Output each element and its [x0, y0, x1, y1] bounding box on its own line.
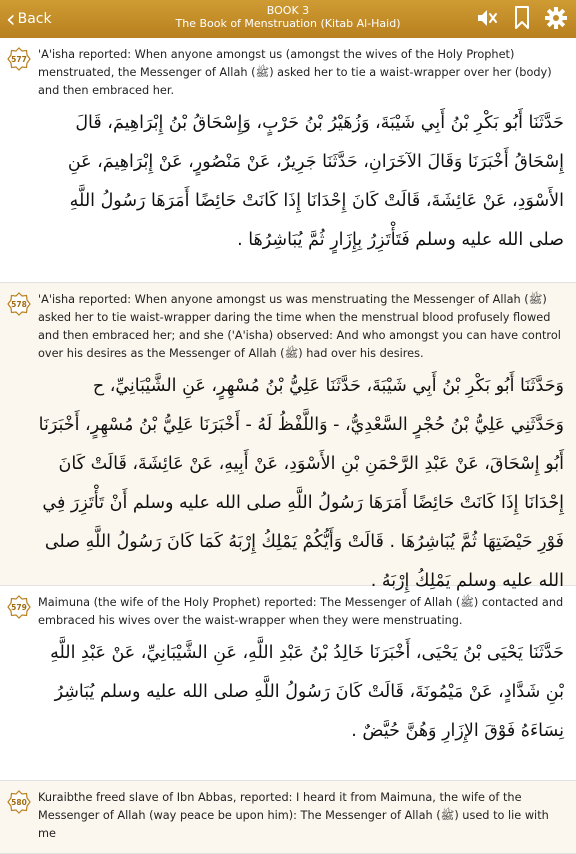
hadith-english-text: Kuraibthe freed slave of Ibn Abbas, reported: I heard it from Maimuna, the wife of the Messenger of Allah (way peace be upon him): The Messenger of Allah (ﷺ) used to lie with me: [38, 791, 549, 840]
toolbar-icons: [476, 6, 568, 30]
hadith-number: 578: [11, 299, 27, 309]
hadith-item[interactable]: [0, 38, 576, 283]
hadith-number: 577: [11, 54, 27, 64]
chevron-left-icon: ‹: [6, 5, 16, 33]
page-title: [150, 4, 426, 30]
back-label: Back: [17, 11, 52, 27]
hadith-list[interactable]: [0, 38, 576, 840]
hadith-arabic-text: حَدَّثَنَا أَبُو بَكْرِ بْنُ أَبِي شَيْبَةَ، وَزُهَيْرُ بْنُ حَرْبٍ، وَإِسْحَاقُ بْنُ إِبْرَاهِيمَ، قَالَ إِسْحَاقُ أَخْبَرَنَا وَقَالَ الآخَرَانِ، حَدَّثَنَا جَرِيرٌ، عَنْ مَنْصُورٍ، عَنْ إِبْرَاهِيمَ، عَنِ الأَسْوَدِ، عَنْ عَائِشَةَ، قَالَتْ كَانَ إِحْدَانَا إِذَا كَانَتْ حَائِضًا أَمَرَهَا رَسُولُ اللَّهِ صلى الله عليه وسلم فَتَأْتَزِرُ بِإِزَارٍ ثُمَّ يُبَاشِرُهَا .: [67, 113, 564, 250]
back-button[interactable]: [6, 7, 52, 31]
hadith-item[interactable]: [0, 781, 576, 854]
hadith-number-badge: [7, 47, 31, 71]
hadith-item[interactable]: [0, 586, 576, 781]
hadith-english-text: 'A'isha reported: When anyone amongst us was menstruating the Messenger of Allah (ﷺ) asked her to tie waist-wrapper daring the time when the menstrual blood profusely flowed and then embraced her; and she ('A'isha) observed: And who amongst you can have control over his desires as the Messenger of Allah (ﷺ) had over his desires.: [38, 293, 561, 360]
hadith-arabic-text: وَحَدَّثَنَا أَبُو بَكْرِ بْنُ أَبِي شَيْبَةَ، حَدَّثَنَا عَلِيُّ بْنُ مُسْهِرٍ، عَنِ الشَّيْبَانِيِّ، ح وَحَدَّثَنِي عَلِيُّ بْنُ حُجْرٍ السَّعْدِيُّ، - وَاللَّفْظُ لَهُ - أَخْبَرَنَا عَلِيُّ بْنُ مُسْهِرٍ، أَخْبَرَنَا أَبُو إِسْحَاقَ، عَنْ عَبْدِ الرَّحْمَنِ بْنِ الأَسْوَدِ، عَنْ أَبِيهِ، عَنْ عَائِشَةَ، قَالَتْ كَانَ إِحْدَانَا إِذَا كَانَتْ حَائِضًا أَمَرَهَا رَسُولُ اللَّهِ صلى الله عليه وسلم أَنْ تَأْتَزِرَ فِي فَوْرِ حَيْضَتِهَا ثُمَّ يُبَاشِرُهَا . قَالَتْ وَأَيُّكُمْ يَمْلِكُ إِرْبَهُ كَمَا كَانَ رَسُولُ اللَّهِ صلى الله عليه وسلم يَمْلِكُ إِرْبَهُ .: [38, 376, 564, 591]
hadith-number-badge: [7, 595, 31, 619]
hadith-number-badge: [7, 790, 31, 814]
hadith-english-text: Maimuna (the wife of the Holy Prophet) reported: The Messenger of Allah (ﷺ) contacted and embraced his wives over the waist-wrapper when they were menstruating.: [38, 596, 564, 627]
hadith-arabic-text: حَدَّثَنَا يَحْيَى بْنُ يَحْيَى، أَخْبَرَنَا خَالِدُ بْنُ عَبْدِ اللَّهِ، عَنِ الشَّيْبَانِيِّ، عَنْ عَبْدِ اللَّهِ بْنِ شَدَّادٍ، عَنْ مَيْمُونَةَ، قَالَتْ كَانَ رَسُولُ اللَّهِ صلى الله عليه وسلم يُبَاشِرُ نِسَاءَهُ فَوْقَ الإِزَارِ وَهُنَّ حُيَّضٌ .: [50, 643, 564, 741]
book-number: BOOK 3: [266, 4, 310, 17]
book-title: The Book of Menstruation (Kitab Al-Haid): [175, 17, 401, 30]
bookmark-icon[interactable]: [514, 6, 530, 30]
hadith-number-badge: [7, 292, 31, 316]
hadith-english-text: 'A'isha reported: When anyone amongst us (amongst the wives of the Holy Prophet) menstruated, the Messenger of Allah (ﷺ) asked her to tie a waist-wrapper over her (body) and then embraced her.: [38, 48, 552, 97]
gear-icon[interactable]: [544, 6, 568, 30]
hadith-item[interactable]: [0, 283, 576, 591]
hadith-number: 580: [11, 797, 27, 807]
speaker-mute-icon[interactable]: [476, 7, 500, 29]
navigation-bar: [0, 0, 576, 38]
hadith-number: 579: [11, 602, 27, 612]
